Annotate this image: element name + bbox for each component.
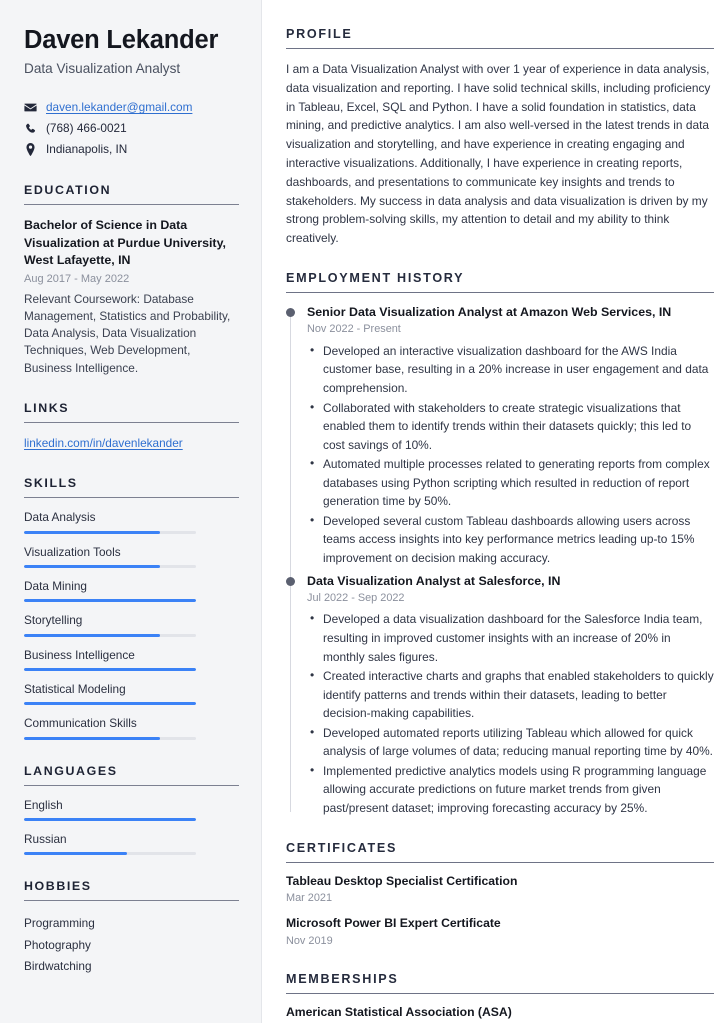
languages-heading: LANGUAGES — [24, 763, 118, 778]
skill-meter-track — [24, 702, 196, 705]
profile-text: I am a Data Visualization Analyst with over 1 year of experience in data analysis, data visualization and reporting. I have solid technical skills, including proficiency in Tableau, Excel, SQL and Python. I have a solid foundation in statistics, data mining, and predictive analytics. I am also well-versed in the latest trends in data visualization and storytelling, and have experience in creating engaging and interactive visualizations. Additionally, I have experience in creating reports, dashboards, and presentations to communicate key insights and trends to stakeholders. My success in data analysis and data visualization is driven by my strong problem-solving skills, my attention to detail and my ability to think creatively. — [286, 62, 711, 246]
section-skills — [24, 476, 239, 739]
candidate-name: Daven Lekander — [24, 26, 219, 54]
education-title: Bachelor of Science in Data Visualization at Purdue University, West Lafayette, IN — [24, 217, 226, 268]
links-rule — [24, 422, 239, 423]
job-date: Nov 2022 - Present — [307, 323, 401, 336]
education-heading: EDUCATION — [24, 182, 112, 197]
link-linkedin[interactable]: linkedin.com/in/davenlekander — [24, 435, 183, 450]
sidebar — [0, 0, 262, 1023]
language-meter-fill — [24, 818, 196, 821]
memberships-rule — [286, 993, 714, 994]
skill-meter-track — [24, 531, 196, 534]
language-meter-fill — [24, 852, 127, 855]
email-link[interactable]: daven.lekander@gmail.com — [46, 100, 193, 115]
language-label: English — [24, 797, 63, 812]
section-links — [24, 401, 239, 453]
memberships-heading: MEMBERSHIPS — [286, 971, 399, 986]
skills-rule — [24, 497, 239, 498]
skills-list — [24, 510, 239, 739]
skill-label: Communication Skills — [24, 716, 137, 731]
languages-list — [24, 798, 239, 856]
skill-label: Data Analysis — [24, 510, 96, 525]
links-list — [24, 435, 239, 453]
skill-label: Storytelling — [24, 613, 83, 628]
job-date: Jul 2022 - Sep 2022 — [307, 591, 405, 604]
languages-rule — [24, 785, 239, 786]
hobbies-rule — [24, 900, 239, 901]
certificates-heading: CERTIFICATES — [286, 840, 398, 855]
skill-meter-fill — [24, 599, 196, 602]
job-bullet: • Developed several custom Tableau dashboards allowing users across teams access insights into key performance metrics leading up-to 15% improvement on decision making accuracy. — [307, 512, 714, 568]
hobbies-list — [24, 913, 239, 977]
skill-meter-fill — [24, 634, 160, 637]
job-title: Data Visualization Analyst at Salesforce, IN — [307, 573, 561, 588]
employment-rule — [286, 292, 714, 293]
language-meter-track — [24, 852, 196, 855]
jobs-list — [286, 304, 714, 818]
employment-timeline — [286, 304, 714, 818]
skill-item — [24, 682, 239, 705]
certificate-title: Tableau Desktop Specialist Certification — [286, 873, 518, 888]
skill-meter-fill — [24, 737, 160, 740]
language-item — [24, 798, 239, 821]
education-rule — [24, 204, 239, 205]
section-hobbies — [24, 879, 239, 977]
section-profile — [286, 27, 714, 248]
memberships-list — [286, 1005, 714, 1021]
location-pin-icon — [24, 143, 37, 156]
timeline-dot-icon — [286, 577, 295, 586]
skill-meter-track — [24, 737, 196, 740]
contact-location — [24, 141, 239, 159]
job-bullet-list — [307, 610, 714, 817]
section-memberships — [286, 972, 714, 1021]
skill-item — [24, 648, 239, 671]
skill-item — [24, 613, 239, 636]
skill-meter-track — [24, 599, 196, 602]
skill-meter-fill — [24, 531, 160, 534]
hobby-item: Birdwatching — [24, 959, 92, 974]
links-heading: LINKS — [24, 400, 70, 415]
hobbies-heading: HOBBIES — [24, 879, 92, 894]
certificates-list — [286, 874, 714, 949]
employment-heading: EMPLOYMENT HISTORY — [286, 270, 465, 285]
certificate-date: Nov 2019 — [286, 935, 333, 948]
language-item — [24, 832, 239, 855]
job-bullet: • Created interactive charts and graphs that enabled stakeholders to quickly identify patterns and trends within their datasets, leading to better decision-making capabilities. — [307, 667, 714, 723]
skill-meter-fill — [24, 702, 196, 705]
section-employment — [286, 271, 714, 818]
section-languages — [24, 764, 239, 856]
job-bullet: • Collaborated with stakeholders to create strategic visualizations that enabled them to identify trends within their datasets quickly; this led to cost savings of 10%. — [307, 399, 714, 455]
job-bullet: • Developed a data visualization dashboard for the Salesforce India team, resulting in improved customer insights with an increase of 20% in monthly sales figures. — [307, 610, 714, 666]
skill-meter-track — [24, 565, 196, 568]
job-bullet: • Automated multiple processes related to generating reports from complex databases using Python scripting which resulted in reduction of report generation time by 50%. — [307, 455, 714, 511]
education-description: Relevant Coursework: Database Management, Statistics and Probability, Data Analysis, Data Visualization Techniques, Web Development, Business Intelligence. — [24, 291, 231, 375]
phone-icon — [24, 122, 37, 135]
certificate-entry — [286, 916, 714, 949]
membership-title: American Statistical Association (ASA) — [286, 1004, 512, 1019]
profile-heading: PROFILE — [286, 27, 353, 41]
hobby-item: Photography — [24, 937, 91, 952]
skill-item — [24, 716, 239, 739]
skill-meter-fill — [24, 565, 160, 568]
job-entry — [286, 573, 714, 818]
skill-meter-track — [24, 668, 196, 671]
skills-heading: SKILLS — [24, 476, 78, 491]
skill-label: Visualization Tools — [24, 544, 121, 559]
profile-rule — [286, 48, 714, 49]
section-certificates — [286, 841, 714, 949]
job-bullet: • Implemented predictive analytics models using R programming language allowing accurate predictions on future market trends from given past/present dataset; improving forecasting accuracy by 25%. — [307, 762, 714, 818]
skill-label: Business Intelligence — [24, 647, 135, 662]
education-date: Aug 2017 - May 2022 — [24, 272, 130, 285]
certificates-rule — [286, 862, 714, 863]
envelope-icon — [24, 101, 37, 114]
phone-text: (768) 466-0021 — [46, 121, 127, 136]
timeline-dot-icon — [286, 308, 295, 317]
language-meter-track — [24, 818, 196, 821]
skill-meter-track — [24, 634, 196, 637]
job-bullet: • Developed an interactive visualization dashboard for the AWS India customer base, resulting in a 20% increase in user engagement and data comprehension. — [307, 342, 714, 398]
contact-email[interactable] — [24, 99, 239, 117]
contact-phone — [24, 120, 239, 138]
section-education — [24, 183, 239, 377]
skill-item — [24, 579, 239, 602]
job-title: Senior Data Visualization Analyst at Amazon Web Services, IN — [307, 304, 672, 319]
job-entry — [286, 304, 714, 568]
main-column — [262, 0, 724, 1023]
hobby-item: Programming — [24, 916, 95, 931]
language-label: Russian — [24, 832, 67, 847]
certificate-title: Microsoft Power BI Expert Certificate — [286, 916, 501, 931]
skill-label: Data Mining — [24, 579, 87, 594]
certificate-entry — [286, 874, 714, 907]
skill-meter-fill — [24, 668, 196, 671]
skill-item — [24, 510, 239, 533]
contact-list — [24, 99, 239, 159]
candidate-job-title: Data Visualization Analyst — [24, 61, 181, 77]
certificate-date: Mar 2021 — [286, 892, 333, 905]
skill-item — [24, 545, 239, 568]
location-text: Indianapolis, IN — [46, 142, 128, 157]
education-entry — [24, 217, 239, 377]
job-bullet-list — [307, 342, 714, 568]
job-bullet: • Developed automated reports utilizing Tableau which allowed for quick analysis of large volumes of data; reducing manual reporting time by 40%. — [307, 724, 714, 761]
skill-label: Statistical Modeling — [24, 682, 126, 697]
